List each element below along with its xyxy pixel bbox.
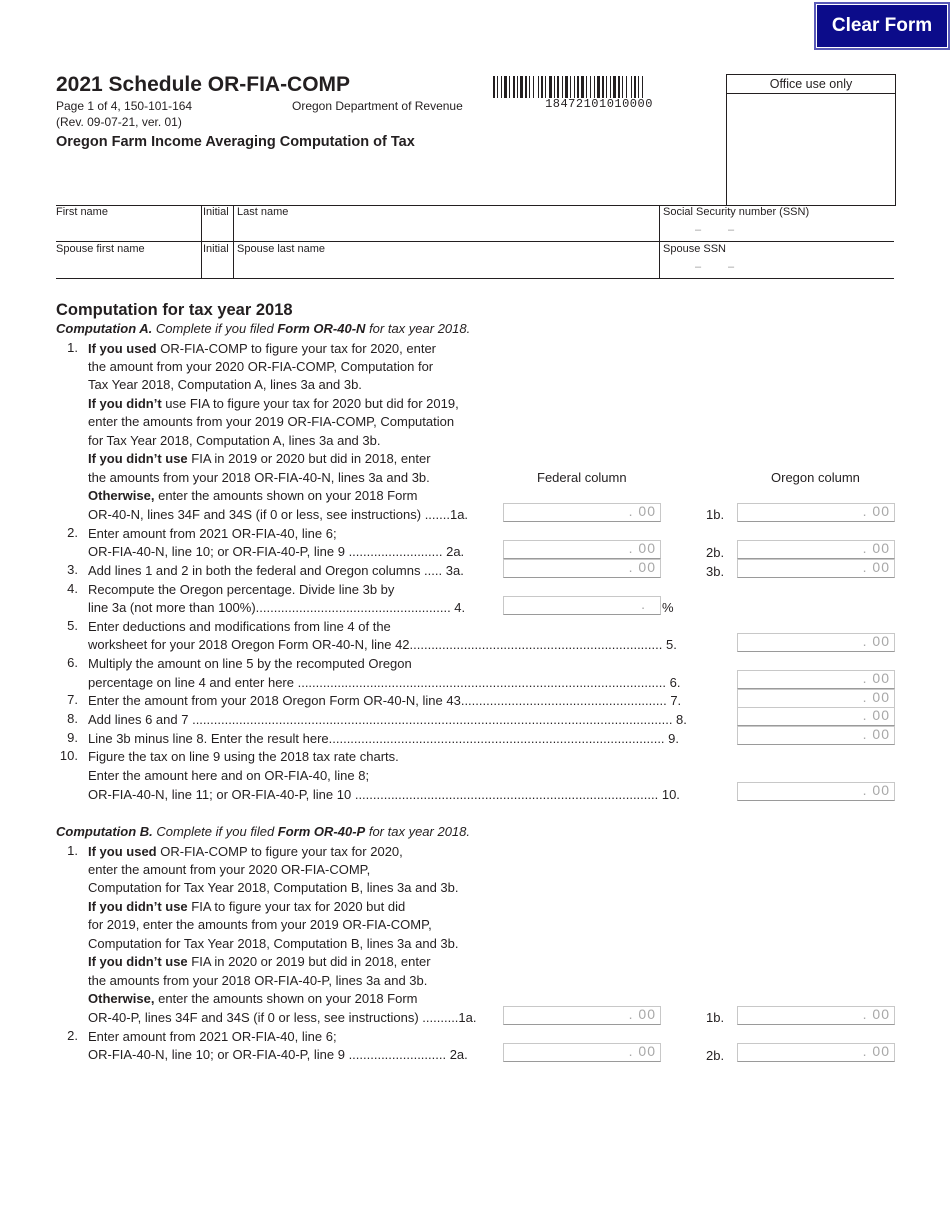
office-use-box: [726, 74, 896, 206]
instruction-text: the amounts from your 2018 OR-FIA-40-N, lines 3a and 3b.: [88, 470, 430, 485]
barcode-number: 18472101010000: [545, 97, 653, 111]
instruction-text: for 2019, enter the amounts from your 2019 OR-FIA-COMP,: [88, 917, 432, 932]
line-number: 2.: [67, 525, 78, 540]
ssn-dash: –: [728, 261, 735, 273]
line-number: 9.: [67, 730, 78, 745]
line-3b-oregon-field[interactable]: . 00: [737, 559, 895, 578]
instruction-text: Enter the amount here and on OR-FIA-40, line 8;: [88, 768, 370, 783]
oregon-column-header: Oregon column: [771, 470, 860, 485]
last-name-label: Last name: [237, 206, 289, 218]
line-label: OR-FIA-40-N, line 10; or OR-FIA-40-P, line 9 .......................... 2a.: [88, 544, 465, 559]
line-9-field[interactable]: . 00: [737, 726, 895, 745]
line-number: 4.: [67, 581, 78, 596]
department-name: Oregon Department of Revenue: [292, 99, 463, 113]
federal-column-header: Federal column: [537, 470, 627, 485]
line-2a-federal-field[interactable]: . 00: [503, 540, 661, 559]
line-number: 7.: [67, 692, 78, 707]
comp-b-line-2a-federal-field[interactable]: . 00: [503, 1043, 661, 1062]
line-label: OR-FIA-40-N, line 11; or OR-FIA-40-P, line 10 .................................................................................... 10.: [88, 787, 680, 802]
line-4-percentage-field[interactable]: .: [503, 596, 661, 615]
instruction-text: Enter amount from 2021 OR-FIA-40, line 6;: [88, 526, 337, 541]
line-label: Enter the amount from your 2018 Oregon Form OR-40-N, line 43......................................................... 7.: [88, 693, 682, 708]
line-number: 5.: [67, 618, 78, 633]
instruction-text: Recompute the Oregon percentage. Divide line 3b by: [88, 582, 395, 597]
instruction-text: If you used OR-FIA-COMP to figure your tax for 2020,: [88, 844, 403, 859]
comp-b-line-2b-oregon-field[interactable]: . 00: [737, 1043, 895, 1062]
instruction-text: Tax Year 2018, Computation A, lines 3a and 3b.: [88, 377, 362, 392]
ssn-dash: –: [695, 261, 702, 273]
instruction-text: Enter amount from 2021 OR-FIA-40, line 6;: [88, 1029, 337, 1044]
ssn-dash: –: [728, 224, 735, 236]
line-label: OR-FIA-40-N, line 10; or OR-FIA-40-P, line 9 ........................... 2a.: [88, 1047, 468, 1062]
instruction-text: the amounts from your 2018 OR-FIA-40-P, lines 3a and 3b.: [88, 973, 428, 988]
office-use-label: Office use only: [727, 75, 895, 94]
line-number: 3.: [67, 562, 78, 577]
line-number: 1.: [67, 340, 78, 355]
line-label: 1b.: [706, 1010, 725, 1025]
line-label: 2b.: [706, 545, 725, 560]
line-10-field[interactable]: . 00: [737, 782, 895, 801]
line-2b-oregon-field[interactable]: . 00: [737, 540, 895, 559]
line-1a-federal-field[interactable]: . 00: [503, 503, 661, 522]
computation-b-heading: Computation B. Complete if you filed Form OR-40-P for tax year 2018.: [56, 824, 470, 839]
ssn-dash: –: [695, 224, 702, 236]
spouse-last-name-label: Spouse last name: [237, 243, 326, 255]
instruction-text: for Tax Year 2018, Computation A, lines 3a and 3b.: [88, 433, 381, 448]
instruction-text: the amount from your 2020 OR-FIA-COMP, Computation for: [88, 359, 434, 374]
form-title: 2021 Schedule OR-FIA-COMP: [56, 73, 351, 96]
page-info: Page 1 of 4, 150-101-164: [56, 99, 193, 113]
line-label: OR-40-N, lines 34F and 34S (if 0 or less, see instructions) .......1a.: [88, 507, 469, 522]
first-name-label: First name: [56, 206, 108, 218]
line-1b-oregon-field[interactable]: . 00: [737, 503, 895, 522]
clear-form-button[interactable]: Clear Form: [814, 2, 950, 50]
instruction-text: If you used OR-FIA-COMP to figure your tax for 2020, enter: [88, 341, 437, 356]
line-8-field[interactable]: . 00: [737, 707, 895, 726]
line-number: 2.: [67, 1028, 78, 1043]
instruction-text: If you didn’t use FIA to figure your tax for 2020 but did for 2019,: [88, 396, 459, 411]
line-label: percentage on line 4 and enter here ...................................................................................................... 6.: [88, 675, 681, 690]
instruction-text: enter the amount from your 2020 OR-FIA-COMP,: [88, 862, 371, 877]
initial-label: Initial: [203, 206, 229, 218]
line-5-field[interactable]: . 00: [737, 633, 895, 652]
line-label: 3b.: [706, 564, 725, 579]
line-label: Add lines 1 and 2 in both the federal and Oregon columns ..... 3a.: [88, 563, 464, 578]
form-subtitle: Oregon Farm Income Averaging Computation of Tax: [56, 134, 415, 150]
section-heading: Computation for tax year 2018: [56, 301, 293, 319]
instruction-text: Otherwise, enter the amounts shown on your 2018 Form: [88, 488, 418, 503]
instruction-text: Computation for Tax Year 2018, Computation B, lines 3a and 3b.: [88, 880, 459, 895]
line-number: 1.: [67, 843, 78, 858]
instruction-text: enter the amounts from your 2019 OR-FIA-COMP, Computation: [88, 414, 455, 429]
instruction-text: Computation for Tax Year 2018, Computation B, lines 3a and 3b.: [88, 936, 459, 951]
line-label: 1b.: [706, 507, 725, 522]
spouse-initial-label: Initial: [203, 243, 229, 255]
instruction-text: If you didn’t use FIA in 2020 or 2019 but did in 2018, enter: [88, 954, 431, 969]
instruction-text: Otherwise, enter the amounts shown on your 2018 Form: [88, 991, 418, 1006]
percent-sign: %: [662, 600, 674, 615]
line-7-field[interactable]: . 00: [737, 689, 895, 708]
comp-b-line-1b-oregon-field[interactable]: . 00: [737, 1006, 895, 1025]
line-6-field[interactable]: . 00: [737, 670, 895, 689]
line-number: 8.: [67, 711, 78, 726]
computation-a-heading: Computation A. Complete if you filed Form OR-40-N for tax year 2018.: [56, 321, 471, 336]
line-label: Add lines 6 and 7 ..................................................................................................................................... 8.: [88, 712, 687, 727]
ssn-label: Social Security number (SSN): [663, 206, 810, 218]
spouse-first-name-label: Spouse first name: [56, 243, 145, 255]
line-3a-federal-field[interactable]: . 00: [503, 559, 661, 578]
revision-info: (Rev. 09-07-21, ver. 01): [56, 115, 182, 129]
instruction-text: Figure the tax on line 9 using the 2018 tax rate charts.: [88, 749, 399, 764]
line-label: line 3a (not more than 100%)...................................................... 4.: [88, 600, 466, 615]
instruction-text: Enter deductions and modifications from line 4 of the: [88, 619, 391, 634]
line-number: 10.: [59, 748, 78, 763]
line-label: 2b.: [706, 1048, 725, 1063]
line-number: 6.: [67, 655, 78, 670]
line-label: Line 3b minus line 8. Enter the result here............................................................................................. 9.: [88, 731, 679, 746]
instruction-text: If you didn’t use FIA in 2019 or 2020 but did in 2018, enter: [88, 451, 431, 466]
line-label: OR-40-P, lines 34F and 34S (if 0 or less, see instructions) ..........1a.: [88, 1010, 477, 1025]
instruction-text: Multiply the amount on line 5 by the recomputed Oregon: [88, 656, 412, 671]
comp-b-line-1a-federal-field[interactable]: . 00: [503, 1006, 661, 1025]
spouse-ssn-label: Spouse SSN: [663, 243, 726, 255]
instruction-text: If you didn’t use FIA to figure your tax for 2020 but did: [88, 899, 406, 914]
line-label: worksheet for your 2018 Oregon Form OR-40-N, line 42...................................................................... 5.: [88, 637, 677, 652]
barcode: [493, 76, 705, 98]
